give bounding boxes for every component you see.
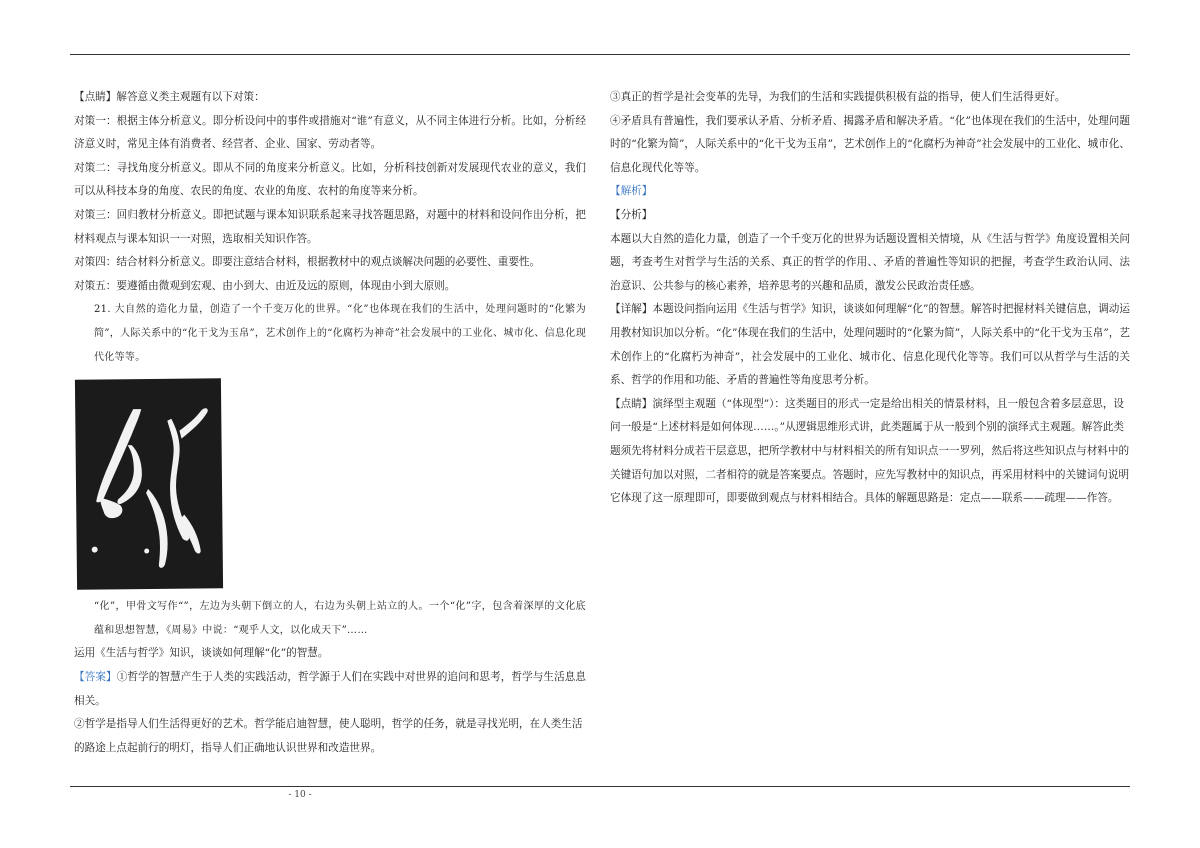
key-points: 【点睛】演绎型主观题（“体现型”）：这类题目的形式一定是给出相关的情景材料，且一般包含着多层意思，设问一般是“上述材料是如何体现……。”从逻辑思维形式讲，此类题属于从一般到个别的演绎式主观题。解答此类题须先将材料分成若干层意思，把所学教材中与材料相关的所有知识点一一罗列，然后将这些知识点与材料中的关键语句加以对照，二者相符的就是答案要点。答题时，应先写教材中的知识点，再采用材料中的关键词句说明它体现了这一原理即可，即要做到观点与材料相结合。具体的解题思路是：定点——联系——疏理——作答。: [610, 397, 1130, 505]
answer-4: ④矛盾具有普遍性，我们要承认矛盾、分析矛盾、揭露矛盾和解决矛盾。“化”也体现在我们的生活中，处理问题时的“化繁为简”，人际关系中的“化干戈为玉帛”，艺术创作上的“化腐朽为神奇”社会发展中的工业化、城市化、信息化现代化等等。: [610, 114, 1130, 174]
answer-tag: 【答案】: [74, 670, 117, 683]
oracle-bone-glyph-icon: [75, 378, 223, 590]
header-rule: [70, 54, 1130, 55]
left-column: [74, 86, 586, 760]
fenxi-text: 本题以大自然的造化力量，创造了一个千变万化的世界为话题设置相关情境，从《生活与哲学》角度设置相关问题，考查考生对哲学与生活的关系、真正的哲学的作用、、矛盾的普遍性等知识的把握，考查学生政治认同、法治意识、公共参与的核心素养，培养思考的兴趣和品质，激发公民政治责任感。: [610, 232, 1130, 292]
oracle-bone-character-image: [75, 378, 223, 590]
strategy-4: 对策四：结合材料分析意义。即要注意结合材料，根据教材中的观点谈解决问题的必要性、重要性。: [74, 256, 541, 269]
question-prompt: 运用《生活与哲学》知识，谈谈如何理解“化”的智慧。: [74, 647, 329, 660]
detailed-explanation: 【详解】本题设问指向运用《生活与哲学》知识，谈谈如何理解“化”的智慧。解答时把握材料关键信息，调动运用教材知识加以分析。“化”体现在我们的生活中，处理问题时的“化繁为简”，人际关系中的“化干戈为玉帛”，艺术创作上的“化腐朽为神奇”，社会发展中的工业化、城市化、信息化现代化等等。我们可以从哲学与生活的关系、哲学的作用和功能、矛盾的普遍性等角度思考分析。: [610, 303, 1130, 387]
figure-caption: “化”，甲骨文写作“”，左边为头朝下倒立的人，右边为头朝上站立的人。一个“化”字，包含着深厚的文化底蕴和思想智慧，《周易》中说：“观乎人文，以化成天下”……: [94, 601, 586, 636]
answer-2: ②哲学是指导人们生活得更好的艺术。哲学能启迪智慧，使人聪明，哲学的任务，就是寻找光明，在人类生活的路途上点起前行的明灯，指导人们正确地认识世界和改造世界。: [74, 718, 583, 754]
strategy-5: 对策五：要遵循由微观到宏观、由小到大、由近及远的原则，体现由小到大原则。: [74, 279, 456, 292]
page-number: - 10 -: [288, 790, 312, 800]
fenxi-heading: 【分析】: [610, 208, 653, 221]
answer-1-text: ①哲学的智慧产生于人类的实践活动，哲学源于人们在实践中对世界的追问和思考，哲学与生活息息相关。: [74, 670, 587, 707]
right-column: [610, 86, 1130, 511]
tips-heading: 【点睛】解答意义类主观题有以下对策：: [74, 91, 265, 103]
question-21: 21. 大自然的造化力量，创造了一个千变万化的世界。“化”也体现在我们的生活中，处理问题时的“化繁为简”，人际关系中的“化干戈为玉帛”，艺术创作上的“化腐朽为神奇”社会发展中的工业化、城市化、信息化现代化等等。: [94, 304, 586, 363]
footer-rule: [70, 786, 1130, 787]
analysis-tag: 【解析】: [610, 185, 653, 198]
answer-3: ③真正的哲学是社会变革的先导，为我们的生活和实践提供积极有益的指导，使人们生活得更好。: [610, 91, 1066, 103]
strategy-2: 对策二：寻找角度分析意义。即从不同的角度来分析意义。比如，分析科技创新对发展现代农业的意义，我们可以从科技本身的角度、农民的角度、农业的角度、农村的角度等来分析。: [74, 161, 586, 198]
answer-1: [74, 666, 586, 713]
strategy-1: 对策一：根据主体分析意义。即分析设问中的事件或措施对“谁”有意义，从不同主体进行分析。比如，分析经济意义时，常见主体有消费者、经营者、企业、国家、劳动者等。: [74, 114, 586, 151]
strategy-3: 对策三：回归教材分析意义。即把试题与课本知识联系起来寻找答题思路，对题中的材料和设问作出分析，把材料观点与课本知识一一对照，选取相关知识作答。: [74, 208, 586, 245]
